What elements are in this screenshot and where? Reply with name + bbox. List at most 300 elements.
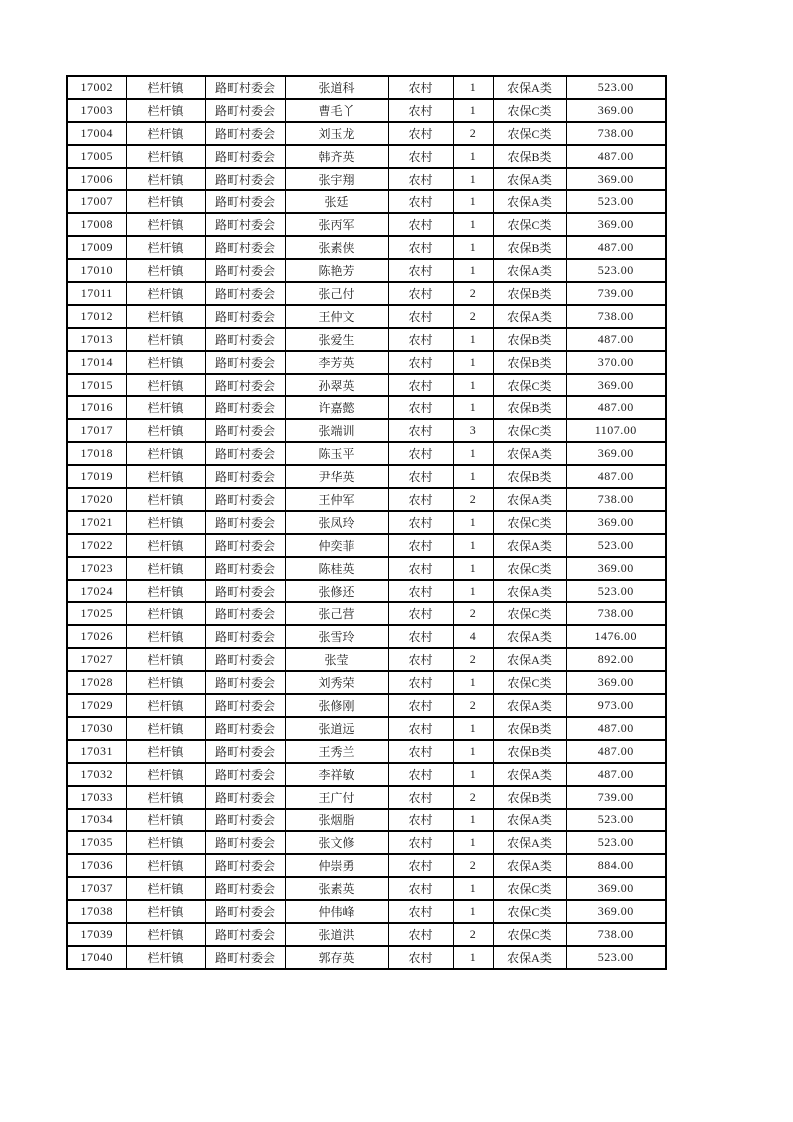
table-row xyxy=(67,854,666,877)
cell-amount: 738.00 xyxy=(566,122,666,145)
cell-town: 栏杆镇 xyxy=(126,351,205,374)
cell-amount: 1107.00 xyxy=(566,419,666,442)
cell-count: 4 xyxy=(453,625,493,648)
cell-count: 1 xyxy=(453,557,493,580)
cell-count: 2 xyxy=(453,602,493,625)
cell-id: 17009 xyxy=(67,236,126,259)
cell-village: 路町村委会 xyxy=(205,374,285,397)
cell-village: 路町村委会 xyxy=(205,809,285,832)
cell-amount: 369.00 xyxy=(566,671,666,694)
cell-id: 17015 xyxy=(67,374,126,397)
cell-id: 17040 xyxy=(67,946,126,969)
cell-id: 17013 xyxy=(67,328,126,351)
cell-count: 2 xyxy=(453,648,493,671)
cell-village: 路町村委会 xyxy=(205,511,285,534)
cell-insurance_class: 农保A类 xyxy=(493,190,566,213)
cell-residence: 农村 xyxy=(388,213,453,236)
cell-amount: 369.00 xyxy=(566,374,666,397)
cell-id: 17029 xyxy=(67,694,126,717)
cell-residence: 农村 xyxy=(388,625,453,648)
cell-count: 1 xyxy=(453,396,493,419)
cell-count: 2 xyxy=(453,488,493,511)
table-row xyxy=(67,717,666,740)
cell-amount: 369.00 xyxy=(566,511,666,534)
cell-id: 17023 xyxy=(67,557,126,580)
cell-residence: 农村 xyxy=(388,236,453,259)
cell-insurance_class: 农保A类 xyxy=(493,305,566,328)
cell-town: 栏杆镇 xyxy=(126,648,205,671)
cell-insurance_class: 农保C类 xyxy=(493,213,566,236)
cell-amount: 487.00 xyxy=(566,236,666,259)
cell-village: 路町村委会 xyxy=(205,145,285,168)
cell-village: 路町村委会 xyxy=(205,831,285,854)
table-row xyxy=(67,236,666,259)
cell-name: 许嘉懿 xyxy=(285,396,388,419)
cell-village: 路町村委会 xyxy=(205,694,285,717)
cell-town: 栏杆镇 xyxy=(126,534,205,557)
cell-id: 17032 xyxy=(67,763,126,786)
cell-village: 路町村委会 xyxy=(205,671,285,694)
cell-insurance_class: 农保B类 xyxy=(493,396,566,419)
cell-name: 张凤玲 xyxy=(285,511,388,534)
cell-name: 张宇翔 xyxy=(285,168,388,191)
cell-insurance_class: 农保A类 xyxy=(493,946,566,969)
cell-count: 2 xyxy=(453,694,493,717)
cell-insurance_class: 农保A类 xyxy=(493,580,566,603)
cell-amount: 884.00 xyxy=(566,854,666,877)
cell-amount: 487.00 xyxy=(566,145,666,168)
table-row xyxy=(67,557,666,580)
cell-village: 路町村委会 xyxy=(205,282,285,305)
cell-id: 17035 xyxy=(67,831,126,854)
cell-insurance_class: 农保C类 xyxy=(493,419,566,442)
cell-id: 17016 xyxy=(67,396,126,419)
cell-amount: 523.00 xyxy=(566,831,666,854)
table-row xyxy=(67,282,666,305)
cell-village: 路町村委会 xyxy=(205,648,285,671)
cell-residence: 农村 xyxy=(388,602,453,625)
cell-name: 张廷 xyxy=(285,190,388,213)
cell-village: 路町村委会 xyxy=(205,534,285,557)
cell-id: 17026 xyxy=(67,625,126,648)
cell-village: 路町村委会 xyxy=(205,442,285,465)
cell-insurance_class: 农保C类 xyxy=(493,99,566,122)
cell-name: 陈艳芳 xyxy=(285,259,388,282)
cell-residence: 农村 xyxy=(388,76,453,99)
cell-amount: 370.00 xyxy=(566,351,666,374)
cell-id: 17037 xyxy=(67,877,126,900)
cell-name: 王广付 xyxy=(285,786,388,809)
cell-amount: 738.00 xyxy=(566,602,666,625)
cell-residence: 农村 xyxy=(388,122,453,145)
table-row xyxy=(67,534,666,557)
cell-village: 路町村委会 xyxy=(205,419,285,442)
cell-village: 路町村委会 xyxy=(205,900,285,923)
cell-residence: 农村 xyxy=(388,923,453,946)
table-row xyxy=(67,763,666,786)
cell-village: 路町村委会 xyxy=(205,877,285,900)
cell-amount: 487.00 xyxy=(566,328,666,351)
cell-residence: 农村 xyxy=(388,854,453,877)
cell-residence: 农村 xyxy=(388,763,453,786)
cell-village: 路町村委会 xyxy=(205,717,285,740)
cell-name: 仲奕菲 xyxy=(285,534,388,557)
cell-name: 张修还 xyxy=(285,580,388,603)
cell-town: 栏杆镇 xyxy=(126,900,205,923)
cell-name: 张己付 xyxy=(285,282,388,305)
table-row xyxy=(67,923,666,946)
cell-id: 17006 xyxy=(67,168,126,191)
cell-town: 栏杆镇 xyxy=(126,442,205,465)
cell-village: 路町村委会 xyxy=(205,786,285,809)
cell-insurance_class: 农保A类 xyxy=(493,442,566,465)
cell-count: 1 xyxy=(453,831,493,854)
cell-residence: 农村 xyxy=(388,648,453,671)
cell-town: 栏杆镇 xyxy=(126,786,205,809)
cell-insurance_class: 农保A类 xyxy=(493,809,566,832)
cell-town: 栏杆镇 xyxy=(126,282,205,305)
cell-id: 17022 xyxy=(67,534,126,557)
table-row xyxy=(67,122,666,145)
cell-id: 17004 xyxy=(67,122,126,145)
cell-residence: 农村 xyxy=(388,488,453,511)
cell-town: 栏杆镇 xyxy=(126,488,205,511)
cell-residence: 农村 xyxy=(388,259,453,282)
cell-amount: 487.00 xyxy=(566,396,666,419)
cell-insurance_class: 农保A类 xyxy=(493,625,566,648)
cell-count: 1 xyxy=(453,168,493,191)
cell-name: 张丙军 xyxy=(285,213,388,236)
cell-village: 路町村委会 xyxy=(205,259,285,282)
cell-residence: 农村 xyxy=(388,465,453,488)
cell-town: 栏杆镇 xyxy=(126,122,205,145)
cell-count: 1 xyxy=(453,740,493,763)
table-row xyxy=(67,511,666,534)
cell-name: 孙翠英 xyxy=(285,374,388,397)
cell-id: 17008 xyxy=(67,213,126,236)
cell-residence: 农村 xyxy=(388,396,453,419)
cell-name: 李芳英 xyxy=(285,351,388,374)
cell-village: 路町村委会 xyxy=(205,236,285,259)
cell-residence: 农村 xyxy=(388,419,453,442)
cell-name: 刘秀荣 xyxy=(285,671,388,694)
cell-town: 栏杆镇 xyxy=(126,374,205,397)
cell-name: 张修刚 xyxy=(285,694,388,717)
cell-insurance_class: 农保B类 xyxy=(493,145,566,168)
cell-village: 路町村委会 xyxy=(205,740,285,763)
cell-name: 张烟脂 xyxy=(285,809,388,832)
cell-village: 路町村委会 xyxy=(205,328,285,351)
cell-name: 王仲文 xyxy=(285,305,388,328)
cell-town: 栏杆镇 xyxy=(126,923,205,946)
cell-name: 张素英 xyxy=(285,877,388,900)
cell-amount: 487.00 xyxy=(566,717,666,740)
cell-residence: 农村 xyxy=(388,717,453,740)
cell-residence: 农村 xyxy=(388,580,453,603)
cell-town: 栏杆镇 xyxy=(126,694,205,717)
cell-count: 1 xyxy=(453,900,493,923)
cell-insurance_class: 农保B类 xyxy=(493,786,566,809)
cell-town: 栏杆镇 xyxy=(126,328,205,351)
cell-town: 栏杆镇 xyxy=(126,740,205,763)
cell-village: 路町村委会 xyxy=(205,923,285,946)
cell-residence: 农村 xyxy=(388,305,453,328)
cell-amount: 739.00 xyxy=(566,786,666,809)
cell-amount: 523.00 xyxy=(566,946,666,969)
cell-village: 路町村委会 xyxy=(205,190,285,213)
cell-town: 栏杆镇 xyxy=(126,831,205,854)
cell-amount: 369.00 xyxy=(566,557,666,580)
cell-id: 17038 xyxy=(67,900,126,923)
cell-id: 17028 xyxy=(67,671,126,694)
cell-residence: 农村 xyxy=(388,511,453,534)
cell-name: 张道科 xyxy=(285,76,388,99)
cell-insurance_class: 农保B类 xyxy=(493,282,566,305)
cell-count: 1 xyxy=(453,465,493,488)
table-row xyxy=(67,328,666,351)
cell-id: 17010 xyxy=(67,259,126,282)
cell-count: 1 xyxy=(453,442,493,465)
cell-count: 1 xyxy=(453,809,493,832)
table-row xyxy=(67,396,666,419)
cell-id: 17003 xyxy=(67,99,126,122)
table-row xyxy=(67,419,666,442)
cell-name: 韩齐英 xyxy=(285,145,388,168)
cell-id: 17031 xyxy=(67,740,126,763)
table-row xyxy=(67,671,666,694)
cell-insurance_class: 农保A类 xyxy=(493,694,566,717)
cell-amount: 1476.00 xyxy=(566,625,666,648)
cell-insurance_class: 农保C类 xyxy=(493,511,566,534)
cell-amount: 369.00 xyxy=(566,213,666,236)
cell-name: 尹华英 xyxy=(285,465,388,488)
cell-village: 路町村委会 xyxy=(205,602,285,625)
cell-id: 17027 xyxy=(67,648,126,671)
cell-insurance_class: 农保C类 xyxy=(493,900,566,923)
cell-insurance_class: 农保A类 xyxy=(493,259,566,282)
cell-amount: 523.00 xyxy=(566,580,666,603)
cell-village: 路町村委会 xyxy=(205,168,285,191)
cell-amount: 487.00 xyxy=(566,465,666,488)
table-row xyxy=(67,877,666,900)
table-row xyxy=(67,831,666,854)
cell-count: 3 xyxy=(453,419,493,442)
cell-town: 栏杆镇 xyxy=(126,809,205,832)
cell-amount: 369.00 xyxy=(566,168,666,191)
table-row xyxy=(67,190,666,213)
table-row xyxy=(67,305,666,328)
cell-town: 栏杆镇 xyxy=(126,763,205,786)
cell-town: 栏杆镇 xyxy=(126,465,205,488)
cell-amount: 369.00 xyxy=(566,900,666,923)
cell-id: 17012 xyxy=(67,305,126,328)
cell-amount: 369.00 xyxy=(566,877,666,900)
cell-id: 17033 xyxy=(67,786,126,809)
cell-name: 陈桂英 xyxy=(285,557,388,580)
cell-village: 路町村委会 xyxy=(205,854,285,877)
cell-residence: 农村 xyxy=(388,442,453,465)
cell-count: 1 xyxy=(453,351,493,374)
cell-village: 路町村委会 xyxy=(205,465,285,488)
cell-count: 1 xyxy=(453,76,493,99)
cell-count: 2 xyxy=(453,923,493,946)
cell-count: 1 xyxy=(453,328,493,351)
cell-name: 张莹 xyxy=(285,648,388,671)
cell-count: 1 xyxy=(453,671,493,694)
cell-town: 栏杆镇 xyxy=(126,625,205,648)
cell-residence: 农村 xyxy=(388,809,453,832)
cell-count: 1 xyxy=(453,946,493,969)
table-row xyxy=(67,694,666,717)
cell-residence: 农村 xyxy=(388,282,453,305)
cell-residence: 农村 xyxy=(388,831,453,854)
cell-residence: 农村 xyxy=(388,946,453,969)
table-row xyxy=(67,259,666,282)
cell-insurance_class: 农保C类 xyxy=(493,602,566,625)
table-row xyxy=(67,740,666,763)
cell-residence: 农村 xyxy=(388,145,453,168)
table-row xyxy=(67,442,666,465)
table-row xyxy=(67,374,666,397)
cell-name: 张己营 xyxy=(285,602,388,625)
cell-town: 栏杆镇 xyxy=(126,99,205,122)
cell-residence: 农村 xyxy=(388,168,453,191)
cell-village: 路町村委会 xyxy=(205,99,285,122)
cell-amount: 738.00 xyxy=(566,923,666,946)
cell-village: 路町村委会 xyxy=(205,625,285,648)
cell-town: 栏杆镇 xyxy=(126,602,205,625)
cell-id: 17002 xyxy=(67,76,126,99)
cell-id: 17021 xyxy=(67,511,126,534)
cell-residence: 农村 xyxy=(388,900,453,923)
cell-insurance_class: 农保A类 xyxy=(493,488,566,511)
cell-count: 1 xyxy=(453,534,493,557)
cell-residence: 农村 xyxy=(388,557,453,580)
cell-id: 17020 xyxy=(67,488,126,511)
cell-amount: 523.00 xyxy=(566,809,666,832)
cell-count: 1 xyxy=(453,190,493,213)
cell-insurance_class: 农保A类 xyxy=(493,534,566,557)
table-row xyxy=(67,580,666,603)
table-row xyxy=(67,602,666,625)
cell-id: 17014 xyxy=(67,351,126,374)
cell-insurance_class: 农保B类 xyxy=(493,236,566,259)
cell-name: 陈玉平 xyxy=(285,442,388,465)
cell-amount: 523.00 xyxy=(566,76,666,99)
cell-count: 1 xyxy=(453,259,493,282)
cell-town: 栏杆镇 xyxy=(126,259,205,282)
cell-town: 栏杆镇 xyxy=(126,396,205,419)
cell-amount: 739.00 xyxy=(566,282,666,305)
cell-town: 栏杆镇 xyxy=(126,717,205,740)
table-row xyxy=(67,900,666,923)
cell-amount: 487.00 xyxy=(566,763,666,786)
cell-town: 栏杆镇 xyxy=(126,557,205,580)
table-row xyxy=(67,99,666,122)
cell-residence: 农村 xyxy=(388,694,453,717)
cell-amount: 487.00 xyxy=(566,740,666,763)
cell-residence: 农村 xyxy=(388,374,453,397)
cell-amount: 523.00 xyxy=(566,259,666,282)
cell-insurance_class: 农保A类 xyxy=(493,831,566,854)
cell-village: 路町村委会 xyxy=(205,580,285,603)
cell-count: 2 xyxy=(453,122,493,145)
cell-id: 17034 xyxy=(67,809,126,832)
cell-insurance_class: 农保B类 xyxy=(493,351,566,374)
cell-count: 2 xyxy=(453,282,493,305)
cell-insurance_class: 农保C类 xyxy=(493,122,566,145)
cell-count: 1 xyxy=(453,717,493,740)
cell-village: 路町村委会 xyxy=(205,351,285,374)
table-row xyxy=(67,465,666,488)
cell-count: 1 xyxy=(453,236,493,259)
cell-amount: 523.00 xyxy=(566,534,666,557)
cell-name: 王秀兰 xyxy=(285,740,388,763)
cell-residence: 农村 xyxy=(388,534,453,557)
cell-town: 栏杆镇 xyxy=(126,877,205,900)
cell-id: 17019 xyxy=(67,465,126,488)
cell-name: 张爱生 xyxy=(285,328,388,351)
cell-insurance_class: 农保A类 xyxy=(493,168,566,191)
cell-name: 李祥敏 xyxy=(285,763,388,786)
cell-insurance_class: 农保A类 xyxy=(493,76,566,99)
cell-amount: 738.00 xyxy=(566,488,666,511)
cell-insurance_class: 农保B类 xyxy=(493,465,566,488)
cell-residence: 农村 xyxy=(388,671,453,694)
cell-insurance_class: 农保A类 xyxy=(493,763,566,786)
cell-name: 张端训 xyxy=(285,419,388,442)
cell-insurance_class: 农保A类 xyxy=(493,854,566,877)
cell-insurance_class: 农保C类 xyxy=(493,374,566,397)
cell-name: 刘玉龙 xyxy=(285,122,388,145)
cell-amount: 892.00 xyxy=(566,648,666,671)
cell-village: 路町村委会 xyxy=(205,76,285,99)
cell-town: 栏杆镇 xyxy=(126,236,205,259)
cell-insurance_class: 农保C类 xyxy=(493,877,566,900)
cell-village: 路町村委会 xyxy=(205,122,285,145)
cell-name: 张素侠 xyxy=(285,236,388,259)
cell-village: 路町村委会 xyxy=(205,763,285,786)
cell-town: 栏杆镇 xyxy=(126,419,205,442)
cell-count: 1 xyxy=(453,580,493,603)
cell-name: 张雪玲 xyxy=(285,625,388,648)
cell-id: 17007 xyxy=(67,190,126,213)
cell-amount: 369.00 xyxy=(566,442,666,465)
cell-count: 1 xyxy=(453,145,493,168)
cell-count: 1 xyxy=(453,374,493,397)
table-row xyxy=(67,488,666,511)
cell-name: 张道远 xyxy=(285,717,388,740)
cell-town: 栏杆镇 xyxy=(126,511,205,534)
cell-amount: 973.00 xyxy=(566,694,666,717)
table-row xyxy=(67,76,666,99)
cell-name: 仲伟峰 xyxy=(285,900,388,923)
cell-village: 路町村委会 xyxy=(205,946,285,969)
cell-amount: 369.00 xyxy=(566,99,666,122)
cell-town: 栏杆镇 xyxy=(126,946,205,969)
cell-id: 17024 xyxy=(67,580,126,603)
cell-village: 路町村委会 xyxy=(205,305,285,328)
cell-count: 1 xyxy=(453,99,493,122)
cell-id: 17005 xyxy=(67,145,126,168)
cell-town: 栏杆镇 xyxy=(126,671,205,694)
cell-insurance_class: 农保C类 xyxy=(493,557,566,580)
cell-village: 路町村委会 xyxy=(205,488,285,511)
cell-name: 曹毛丫 xyxy=(285,99,388,122)
cell-insurance_class: 农保B类 xyxy=(493,717,566,740)
cell-id: 17018 xyxy=(67,442,126,465)
cell-count: 1 xyxy=(453,511,493,534)
